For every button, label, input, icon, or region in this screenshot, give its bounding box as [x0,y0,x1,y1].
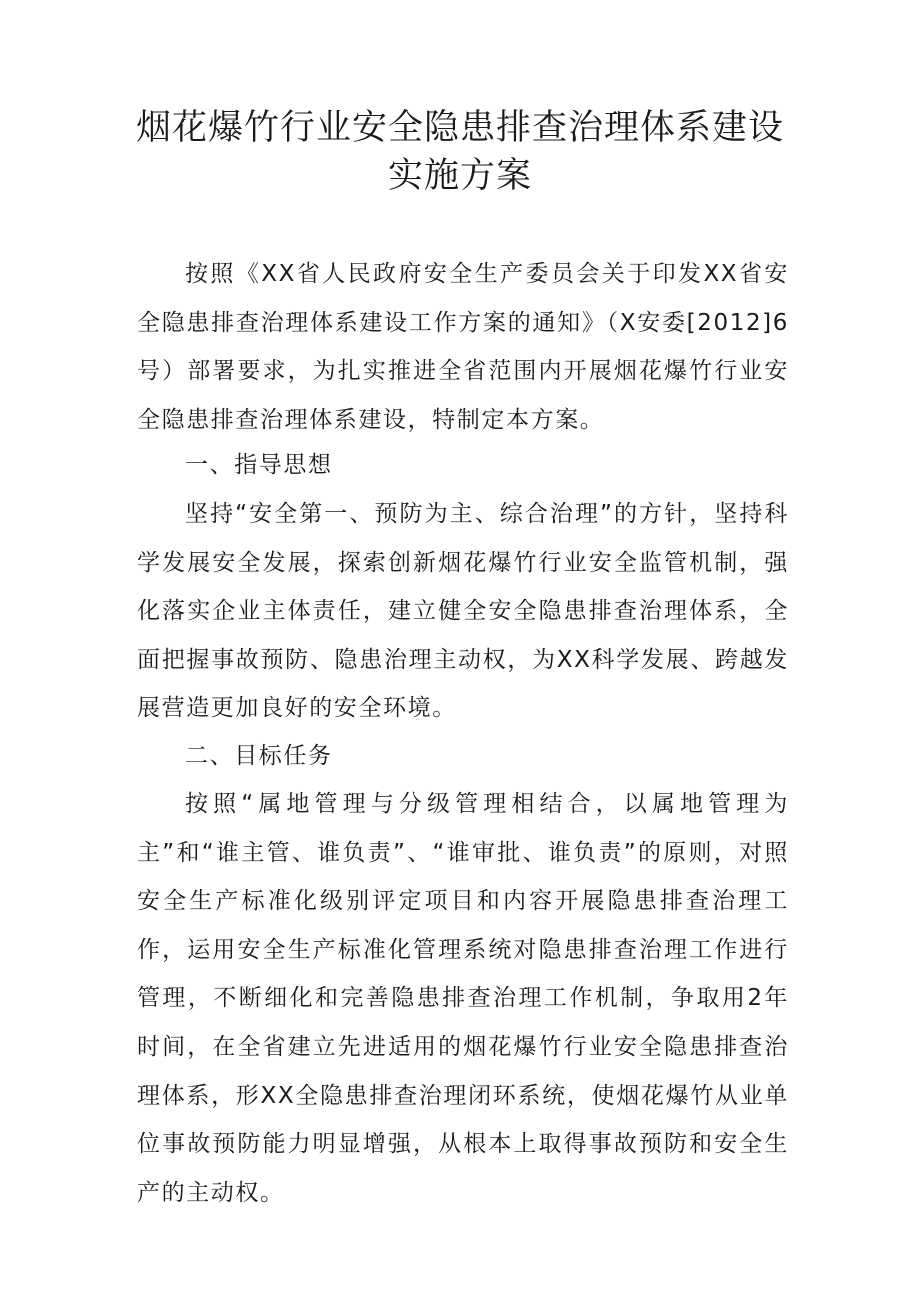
section-heading-guiding-ideology: 一、指导思想 [185,452,333,478]
guiding-ideology-paragraph: 坚持“安全第一、预防为主、综合治理”的方针，坚持科学发展安全发展，探索创新烟花爆竹行业安全监管机制，强化落实企业主体责任，建立健全安全隐患排查治理体系，全面把握事故预防、隐患治理主动权，为XX科学发展、跨越发展营造更加良好的安全环境。 [137,501,789,722]
document-title-line-2: 实施方案 [387,156,532,196]
document-title-line-1: 烟花爆竹行业安全隐患排查治理体系建设 [135,108,784,148]
section-heading-goals-tasks: 二、目标任务 [185,743,333,769]
goals-tasks-paragraph: 按照“属地管理与分级管理相结合，以属地管理为主”和“谁主管、谁负责”、“谁审批、谁负责”的原则，对照安全生产标准化级别评定项目和内容开展隐患排查治理工作，运用安全生产标准化管理系统对隐患排查治理工作进行管理，不断细化和完善隐患排查治理工作机制，争取用2年时间，在全省建立先进适用的烟花爆竹行业安全隐患排查治理体系，形XX全隐患排查治理闭环系统，使烟花爆竹从业单位事故预防能力明显增强，从根本上取得事故预防和安全生产的主动权。 [137,791,789,1206]
intro-paragraph: 按照《XX省人民政府安全生产委员会关于印发XX省安全隐患排查治理体系建设工作方案的通知》（X安委[2012]6号）部署要求，为扎实推进全省范围内开展烟花爆竹行业安全隐患排查治理体系建设，特制定本方案。 [137,261,789,433]
